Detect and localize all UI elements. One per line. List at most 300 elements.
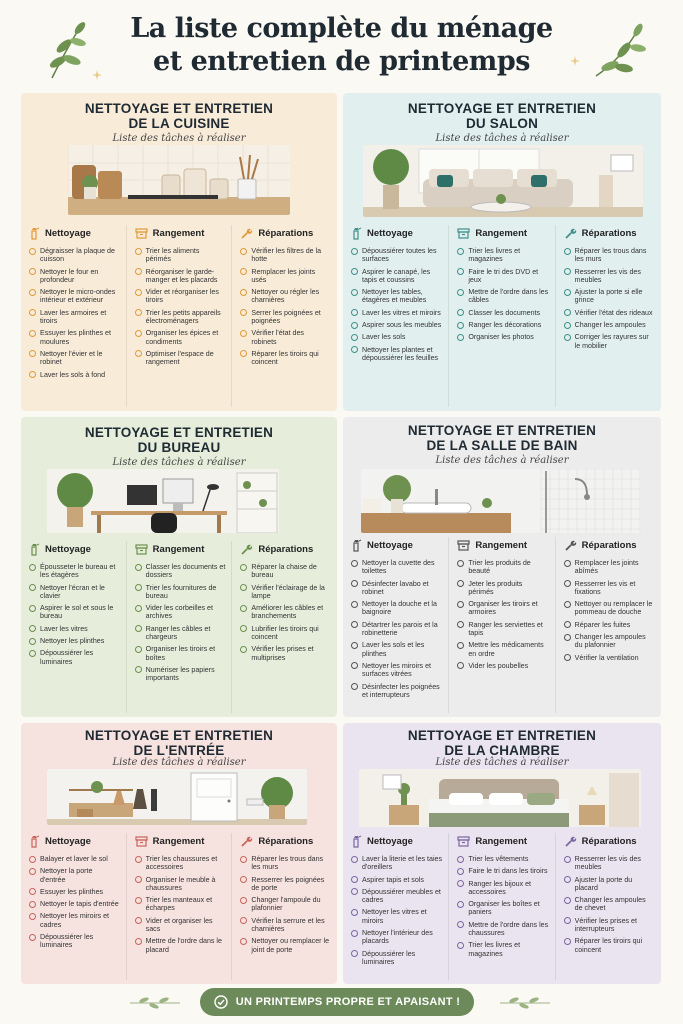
column-header	[29, 541, 120, 557]
column-header	[135, 225, 226, 241]
task-item[interactable]	[564, 600, 655, 617]
checkbox-circle-icon[interactable]	[351, 580, 358, 587]
checkbox-circle-icon[interactable]	[29, 901, 36, 908]
task-item[interactable]	[135, 309, 226, 326]
task-item[interactable]	[564, 937, 655, 954]
task-item-label: Nettoyer la cuvette des toilettes	[362, 559, 435, 576]
checkbox-circle-icon[interactable]	[351, 560, 358, 567]
leaf-sprig-icon	[498, 996, 552, 1010]
checkbox-circle-icon[interactable]	[240, 289, 247, 296]
task-item[interactable]	[29, 329, 120, 346]
task-item[interactable]	[135, 604, 226, 621]
column-header	[240, 833, 331, 849]
task-item[interactable]	[351, 288, 442, 305]
task-item-label: Améliorer les câbles et branchements	[251, 604, 324, 621]
checkbox-circle-icon[interactable]	[240, 330, 247, 337]
task-item[interactable]	[351, 855, 442, 872]
checkbox-circle-icon[interactable]	[564, 654, 571, 661]
task-item-label: Laver les sols et les plinthes	[362, 641, 425, 658]
checkbox-circle-icon[interactable]	[564, 268, 571, 275]
task-item[interactable]	[351, 247, 442, 264]
checkbox-circle-icon[interactable]	[351, 322, 358, 329]
column-header-label: Nettoyage	[45, 543, 91, 555]
checkbox-circle-icon[interactable]	[29, 888, 36, 895]
storage-box-icon	[457, 539, 470, 551]
task-item[interactable]	[29, 867, 120, 884]
room-photo	[68, 145, 290, 215]
task-item-label: Ranger les bijoux et accessoires	[468, 879, 532, 896]
task-item-label: Vérifier l'état des rideaux	[574, 308, 653, 317]
checkbox-circle-icon[interactable]	[29, 605, 36, 612]
checkbox-circle-icon[interactable]	[240, 584, 247, 591]
column-header	[351, 833, 442, 849]
task-item[interactable]	[29, 288, 120, 305]
checkbox-circle-icon[interactable]	[564, 876, 571, 883]
checkbox-circle-icon[interactable]	[457, 642, 464, 649]
footer-label: UN PRINTEMPS PROPRE ET APAISANT !	[235, 996, 461, 1008]
task-item-label: Vérifier l'état des robinets	[251, 329, 304, 346]
task-item[interactable]	[135, 268, 226, 285]
task-item-label: Nettoyer ou régler les charnières	[251, 288, 320, 305]
task-item[interactable]	[457, 921, 548, 938]
task-item-label: Organiser les tiroirs et armoires	[468, 600, 538, 617]
checkbox-circle-icon[interactable]	[29, 371, 36, 378]
checkbox-circle-icon[interactable]	[457, 880, 464, 887]
task-item[interactable]	[351, 662, 442, 679]
task-item[interactable]	[351, 641, 442, 658]
task-item[interactable]	[564, 309, 655, 317]
task-item[interactable]	[240, 309, 331, 326]
checkbox-circle-icon[interactable]	[351, 621, 358, 628]
task-item[interactable]	[240, 247, 331, 264]
checkbox-circle-icon[interactable]	[29, 625, 36, 632]
checkbox-circle-icon[interactable]	[240, 564, 247, 571]
checkbox-circle-icon[interactable]	[564, 634, 571, 641]
task-item-label: Vérifier les filtres de la hotte	[251, 247, 322, 264]
checkbox-circle-icon[interactable]	[351, 309, 358, 316]
checkbox-circle-icon[interactable]	[29, 309, 36, 316]
checkbox-circle-icon[interactable]	[457, 921, 464, 928]
column-header	[29, 833, 120, 849]
task-item[interactable]	[564, 633, 655, 650]
column-nettoyage	[343, 225, 448, 407]
task-item[interactable]	[29, 268, 120, 285]
task-item-label: Trier les livres et magazines	[468, 941, 521, 958]
room-photo	[363, 145, 643, 217]
task-item[interactable]	[240, 855, 331, 872]
column-header-label: Nettoyage	[367, 835, 413, 847]
checkbox-circle-icon[interactable]	[457, 580, 464, 587]
checkbox-circle-icon[interactable]	[135, 584, 142, 591]
task-item-label: Nettoyer la porte d'entrée	[40, 867, 93, 884]
checkbox-circle-icon[interactable]	[564, 938, 571, 945]
task-item-label: Nettoyer les plinthes	[40, 637, 105, 646]
task-item[interactable]	[457, 641, 548, 658]
task-item[interactable]	[457, 880, 548, 897]
task-item[interactable]	[29, 247, 120, 264]
task-item[interactable]	[351, 600, 442, 617]
checkbox-circle-icon[interactable]	[135, 248, 142, 255]
task-item[interactable]	[351, 888, 442, 905]
task-item[interactable]	[135, 247, 226, 264]
task-item[interactable]	[457, 621, 548, 638]
task-item[interactable]	[564, 654, 655, 662]
checkbox-circle-icon[interactable]	[457, 289, 464, 296]
task-item-label: Changer les ampoules du plafonnier	[574, 633, 646, 650]
checkbox-circle-icon[interactable]	[29, 856, 36, 863]
column-header	[135, 541, 226, 557]
task-item-label: Faire le tri dans les tiroirs	[468, 867, 548, 876]
room-subtitle: Liste des tâches à réaliser	[435, 455, 569, 466]
task-item[interactable]	[351, 268, 442, 285]
checkbox-circle-icon[interactable]	[135, 350, 142, 357]
task-item[interactable]	[29, 604, 120, 621]
task-item-label: Classer les documents	[468, 308, 541, 317]
task-item-label: Nettoyer l'intérieur des placards	[362, 929, 433, 946]
task-item[interactable]	[29, 371, 120, 379]
task-item[interactable]	[29, 625, 120, 633]
task-item-label: Ranger les décorations	[468, 321, 542, 330]
column-header-label: Rangement	[152, 227, 205, 239]
checkbox-circle-icon[interactable]	[351, 876, 358, 883]
task-item[interactable]	[29, 912, 120, 929]
checkbox-circle-icon[interactable]	[564, 309, 571, 316]
checkbox-circle-icon[interactable]	[564, 580, 571, 587]
task-item[interactable]	[351, 333, 442, 341]
task-item-label: Laver les vitres	[40, 624, 88, 633]
room-subtitle: Liste des tâches à réaliser	[112, 457, 246, 468]
room-subtitle: Liste des tâches à réaliser	[112, 757, 246, 768]
checkbox-circle-icon[interactable]	[457, 856, 464, 863]
task-item[interactable]	[457, 321, 548, 329]
task-item[interactable]	[135, 584, 226, 601]
checkbox-circle-icon[interactable]	[351, 248, 358, 255]
task-item[interactable]	[457, 662, 548, 670]
task-item[interactable]	[240, 350, 331, 367]
task-item[interactable]	[240, 329, 331, 346]
task-item[interactable]	[457, 288, 548, 305]
checkbox-circle-icon[interactable]	[29, 289, 36, 296]
task-item-label: Vider et organiser les sacs	[145, 916, 213, 934]
checkbox-circle-icon[interactable]	[457, 309, 464, 316]
checkbox-circle-icon[interactable]	[351, 950, 358, 957]
task-item[interactable]	[240, 917, 331, 934]
task-item[interactable]	[29, 900, 120, 908]
task-item[interactable]	[351, 346, 442, 363]
task-item[interactable]	[457, 855, 548, 863]
task-item[interactable]	[29, 563, 120, 580]
checkbox-circle-icon[interactable]	[564, 560, 571, 567]
task-item[interactable]	[29, 309, 120, 326]
checkbox-circle-icon[interactable]	[29, 650, 36, 657]
task-item[interactable]	[240, 268, 331, 285]
task-item[interactable]	[240, 625, 331, 642]
checkbox-circle-icon[interactable]	[240, 897, 247, 904]
task-item-label: Vider les poubelles	[468, 661, 529, 670]
task-item-label: Trier les livres et magazines	[468, 247, 521, 264]
task-item[interactable]	[240, 584, 331, 601]
checkbox-circle-icon[interactable]	[29, 934, 36, 941]
column-header	[240, 225, 331, 241]
checkbox-circle-icon[interactable]	[564, 248, 571, 255]
task-item-label: Classer les documents et dossiers	[145, 563, 226, 580]
checkbox-circle-icon[interactable]	[564, 322, 571, 329]
task-item[interactable]	[240, 645, 331, 662]
checkbox-circle-icon[interactable]	[457, 248, 464, 255]
task-item[interactable]	[29, 350, 120, 367]
task-item[interactable]	[351, 876, 442, 884]
task-item-label: Laver les sols	[362, 333, 406, 342]
room-panel-kitchen	[21, 93, 337, 411]
task-item[interactable]	[135, 855, 226, 872]
checkbox-circle-icon[interactable]	[351, 683, 358, 690]
checkbox-circle-icon[interactable]	[240, 248, 247, 255]
task-item-label: Épousseter le bureau et les étagères	[40, 563, 116, 580]
task-item[interactable]	[457, 247, 548, 264]
task-item[interactable]	[135, 350, 226, 367]
task-item-label: Ajuster la porte du placard	[574, 875, 633, 892]
checkbox-circle-icon[interactable]	[351, 601, 358, 608]
checkbox-circle-icon[interactable]	[240, 268, 247, 275]
checkbox-circle-icon[interactable]	[29, 350, 36, 357]
checkbox-circle-icon[interactable]	[135, 564, 142, 571]
task-item[interactable]	[29, 649, 120, 666]
checkbox-circle-icon[interactable]	[135, 666, 142, 673]
task-item[interactable]	[135, 876, 226, 893]
checkbox-circle-icon[interactable]	[457, 868, 464, 875]
checkbox-circle-icon[interactable]	[351, 334, 358, 341]
task-item[interactable]	[29, 584, 120, 601]
page-title	[0, 12, 683, 78]
column-nettoyage	[21, 833, 126, 980]
checkbox-circle-icon[interactable]	[351, 888, 358, 895]
check-circle-icon	[214, 995, 228, 1009]
checkbox-circle-icon[interactable]	[240, 938, 247, 945]
task-item[interactable]	[240, 896, 331, 913]
checkbox-circle-icon[interactable]	[29, 268, 36, 275]
checkbox-circle-icon[interactable]	[457, 942, 464, 949]
checkbox-circle-icon[interactable]	[240, 917, 247, 924]
task-item[interactable]	[564, 580, 655, 597]
task-item[interactable]	[351, 559, 442, 576]
task-item[interactable]	[457, 867, 548, 875]
checkbox-circle-icon[interactable]	[457, 621, 464, 628]
task-item[interactable]	[564, 321, 655, 329]
task-item[interactable]	[564, 247, 655, 264]
task-item[interactable]	[351, 929, 442, 946]
task-item[interactable]	[351, 621, 442, 638]
task-item[interactable]	[351, 309, 442, 317]
task-item[interactable]	[351, 321, 442, 329]
checkbox-circle-icon[interactable]	[29, 913, 36, 920]
room-subtitle: Liste des tâches à réaliser	[112, 133, 246, 144]
column-header	[240, 541, 331, 557]
checkbox-circle-icon[interactable]	[564, 917, 571, 924]
task-item[interactable]	[240, 876, 331, 893]
task-item[interactable]	[351, 908, 442, 925]
checkbox-circle-icon[interactable]	[29, 564, 36, 571]
checkbox-circle-icon[interactable]	[564, 289, 571, 296]
wrench-icon	[564, 539, 577, 552]
task-item[interactable]	[564, 288, 655, 305]
column-reparations	[231, 833, 337, 980]
task-item[interactable]	[351, 950, 442, 967]
checkbox-circle-icon[interactable]	[351, 346, 358, 353]
task-item[interactable]	[240, 604, 331, 621]
checkbox-circle-icon[interactable]	[135, 625, 142, 632]
task-item[interactable]	[29, 888, 120, 896]
checkbox-circle-icon[interactable]	[29, 638, 36, 645]
checkbox-circle-icon[interactable]	[457, 322, 464, 329]
checkbox-circle-icon[interactable]	[135, 605, 142, 612]
checkbox-circle-icon[interactable]	[351, 642, 358, 649]
task-item[interactable]	[564, 559, 655, 576]
task-item[interactable]	[135, 666, 226, 683]
task-item[interactable]	[457, 600, 548, 617]
task-item[interactable]	[564, 896, 655, 913]
task-item-label: Aspirer le sol et sous le bureau	[40, 604, 114, 621]
task-item[interactable]	[564, 333, 655, 350]
checkbox-circle-icon[interactable]	[240, 646, 247, 653]
checkbox-circle-icon[interactable]	[351, 856, 358, 863]
wrench-icon	[240, 835, 253, 848]
checkbox-circle-icon[interactable]	[29, 584, 36, 591]
task-item[interactable]	[457, 559, 548, 576]
task-item[interactable]	[457, 941, 548, 958]
task-item-label: Nettoyer la douche et la baignoire	[362, 600, 437, 617]
checkbox-circle-icon[interactable]	[29, 248, 36, 255]
checkbox-circle-icon[interactable]	[564, 856, 571, 863]
room-photo	[361, 469, 641, 533]
task-item[interactable]	[240, 288, 331, 305]
checkbox-circle-icon[interactable]	[457, 268, 464, 275]
task-item-label: Vider et réorganiser les tiroirs	[145, 288, 219, 305]
task-item-label: Ranger les serviettes et tapis	[468, 620, 543, 638]
task-item-label: Faire le tri des DVD et jeux	[468, 267, 539, 284]
checkbox-circle-icon[interactable]	[29, 868, 36, 875]
checkbox-circle-icon[interactable]	[135, 917, 142, 924]
task-item[interactable]	[135, 896, 226, 913]
task-item[interactable]	[135, 329, 226, 346]
checkbox-circle-icon[interactable]	[457, 901, 464, 908]
wrench-icon	[564, 227, 577, 240]
task-item[interactable]	[457, 333, 548, 341]
column-header-label: Réparations	[258, 227, 314, 239]
task-item-label: Détartrer les parois et la robinetterie	[362, 620, 438, 638]
column-header	[457, 833, 548, 849]
checkbox-circle-icon[interactable]	[351, 268, 358, 275]
task-item[interactable]	[351, 683, 442, 700]
room-title-line-1: NETTOYAGE ET ENTRETIEN	[407, 423, 597, 438]
task-item[interactable]	[135, 937, 226, 954]
task-item[interactable]	[29, 637, 120, 645]
task-item-label: Dépoussiérer les luminaires	[362, 949, 416, 966]
room-title	[21, 101, 337, 131]
checkbox-circle-icon[interactable]	[135, 309, 142, 316]
task-item-label: Essuyer les plinthes	[40, 887, 104, 896]
column-header	[457, 537, 548, 553]
column-reparations	[231, 541, 337, 713]
task-item[interactable]	[564, 268, 655, 285]
task-item[interactable]	[135, 917, 226, 934]
spray-bottle-icon	[29, 543, 40, 556]
checkbox-circle-icon[interactable]	[457, 601, 464, 608]
checkbox-circle-icon[interactable]	[240, 876, 247, 883]
task-item-label: Organiser les photos	[468, 333, 534, 342]
task-item[interactable]	[135, 625, 226, 642]
room-panel-entrance	[21, 723, 337, 984]
task-item[interactable]	[135, 288, 226, 305]
checkbox-circle-icon[interactable]	[564, 621, 571, 628]
task-columns	[343, 537, 661, 713]
wrench-icon	[564, 835, 577, 848]
storage-box-icon	[135, 543, 148, 555]
checkbox-circle-icon[interactable]	[135, 897, 142, 904]
column-reparations	[555, 833, 661, 980]
task-item-label: Vérifier les prises et multiprises	[251, 645, 314, 662]
task-item-label: Trier les manteaux et écharpes	[145, 896, 213, 913]
checkbox-circle-icon[interactable]	[351, 289, 358, 296]
task-item[interactable]	[564, 876, 655, 893]
task-item-label: Vérifier la ventilation	[574, 653, 639, 662]
task-item-label: Nettoyer les plantes et dépoussiérer les feuilles	[362, 345, 439, 362]
checkbox-circle-icon[interactable]	[457, 334, 464, 341]
checkbox-circle-icon[interactable]	[29, 330, 36, 337]
task-item[interactable]	[240, 563, 331, 580]
checkbox-circle-icon[interactable]	[457, 662, 464, 669]
column-header-label: Nettoyage	[367, 227, 413, 239]
checkbox-circle-icon[interactable]	[135, 268, 142, 275]
task-item[interactable]	[564, 855, 655, 872]
task-item[interactable]	[351, 580, 442, 597]
task-item[interactable]	[457, 309, 548, 317]
task-item[interactable]	[240, 937, 331, 954]
task-item-label: Nettoyer ou remplacer le joint de porte	[251, 937, 330, 954]
task-item[interactable]	[457, 268, 548, 285]
checkbox-circle-icon[interactable]	[240, 856, 247, 863]
checkbox-circle-icon[interactable]	[351, 930, 358, 937]
task-item[interactable]	[135, 563, 226, 580]
task-item[interactable]	[135, 645, 226, 662]
checkbox-circle-icon[interactable]	[564, 601, 571, 608]
task-item[interactable]	[564, 917, 655, 934]
checkbox-circle-icon[interactable]	[135, 646, 142, 653]
task-item[interactable]	[564, 621, 655, 629]
task-item[interactable]	[457, 900, 548, 917]
leaf-branch-icon	[588, 18, 654, 82]
checkbox-circle-icon[interactable]	[240, 605, 247, 612]
checkbox-circle-icon[interactable]	[240, 350, 247, 357]
checkbox-circle-icon[interactable]	[135, 330, 142, 337]
task-item-label: Vérifier l'éclairage de la lampe	[251, 583, 325, 600]
task-item-label: Jeter les produits périmés	[468, 579, 523, 596]
checkbox-circle-icon[interactable]	[135, 876, 142, 883]
task-item[interactable]	[29, 855, 120, 863]
checkbox-circle-icon[interactable]	[135, 938, 142, 945]
checkbox-circle-icon[interactable]	[351, 909, 358, 916]
checkbox-circle-icon[interactable]	[135, 856, 142, 863]
task-item[interactable]	[457, 580, 548, 597]
checkbox-circle-icon[interactable]	[135, 289, 142, 296]
checkbox-circle-icon[interactable]	[240, 309, 247, 316]
checkbox-circle-icon[interactable]	[564, 897, 571, 904]
checkbox-circle-icon[interactable]	[240, 625, 247, 632]
checkbox-circle-icon[interactable]	[351, 662, 358, 669]
task-item[interactable]	[29, 933, 120, 950]
checkbox-circle-icon[interactable]	[457, 560, 464, 567]
checkbox-circle-icon[interactable]	[564, 334, 571, 341]
leaf-sprig-icon	[128, 996, 182, 1010]
